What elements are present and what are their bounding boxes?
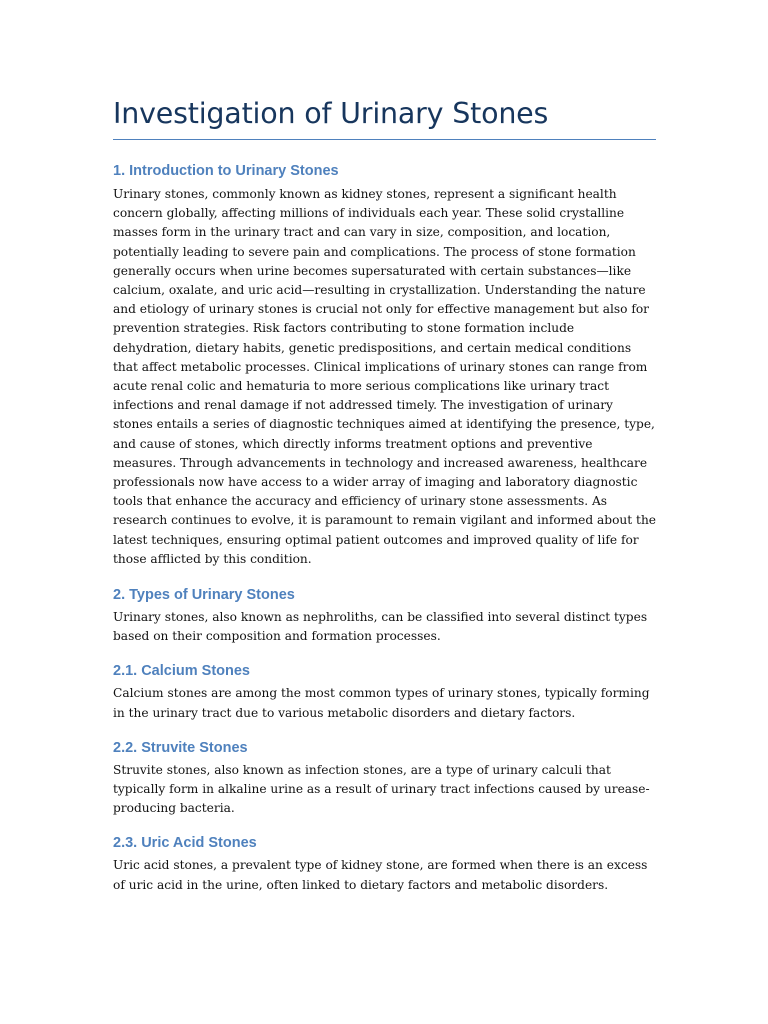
section-body-calcium-stones: Calcium stones are among the most common types of urinary stones, typically forming in the urinary tract due to various metabolic disorders and dietary factors. [113, 686, 650, 720]
section-body-uric-acid-stones: Uric acid stones, a prevalent type of kidney stone, are formed when there is an excess of uric acid in the urine, often linked to dietary factors and metabolic disorders. [113, 858, 648, 892]
section-heading-calcium-stones: 2.1. Calcium Stones [113, 663, 250, 680]
section-heading-types: 2. Types of Urinary Stones [113, 587, 295, 604]
section-body-struvite-stones: Struvite stones, also known as infection stones, are a type of urinary calculi that typically form in alkaline urine as a result of urinary tract infections caused by urease-producing bacteria. [113, 762, 650, 816]
section-heading-uric-acid-stones: 2.3. Uric Acid Stones [113, 835, 257, 852]
section-heading-struvite-stones: 2.2. Struvite Stones [113, 739, 248, 756]
section-heading-introduction: 1. Introduction to Urinary Stones [113, 163, 339, 179]
section-body-types: Urinary stones, also known as nephroliths, can be classified into several distinct types based on their composition and formation processes. [113, 610, 648, 644]
document-page [113, 95, 656, 895]
document-title: Investigation of Urinary Stones [113, 95, 656, 140]
section-body-introduction: Urinary stones, commonly known as kidney stones, represent a significant health concern globally, affecting millions of individuals each year. These solid crystalline masses form in the urinary tract and can vary in size, composition, and location, potentially leading to severe pain and complications. The process of stone formation generally occurs when urine becomes supersaturated with certain substances—like calcium, oxalate, and uric acid—resulting in crystallization. Understanding the nature and etiology of urinary stones is crucial not only for effective management but also for prevention strategies. Risk factors contributing to stone formation include dehydration, dietary habits, genetic predispositions, and certain medical conditions that affect metabolic processes. Clinical implications of urinary stones can range from acute renal colic and hematuria to more serious complications like urinary tract infections and renal damage if not addressed timely. The investigation of urinary stones entails a series of diagnostic techniques aimed at identifying the presence, type, and cause of stones, which directly informs treatment options and preventive measures. Through advancements in technology and increased awareness, healthcare professionals now have access to a wider array of imaging and laboratory diagnostic tools that enhance the accuracy and efficiency of urinary stone assessments. As research continues to evolve, it is paramount to remain vigilant and informed about the latest techniques, ensuring optimal patient outcomes and improved quality of life for those afflicted by this condition. [113, 187, 657, 566]
